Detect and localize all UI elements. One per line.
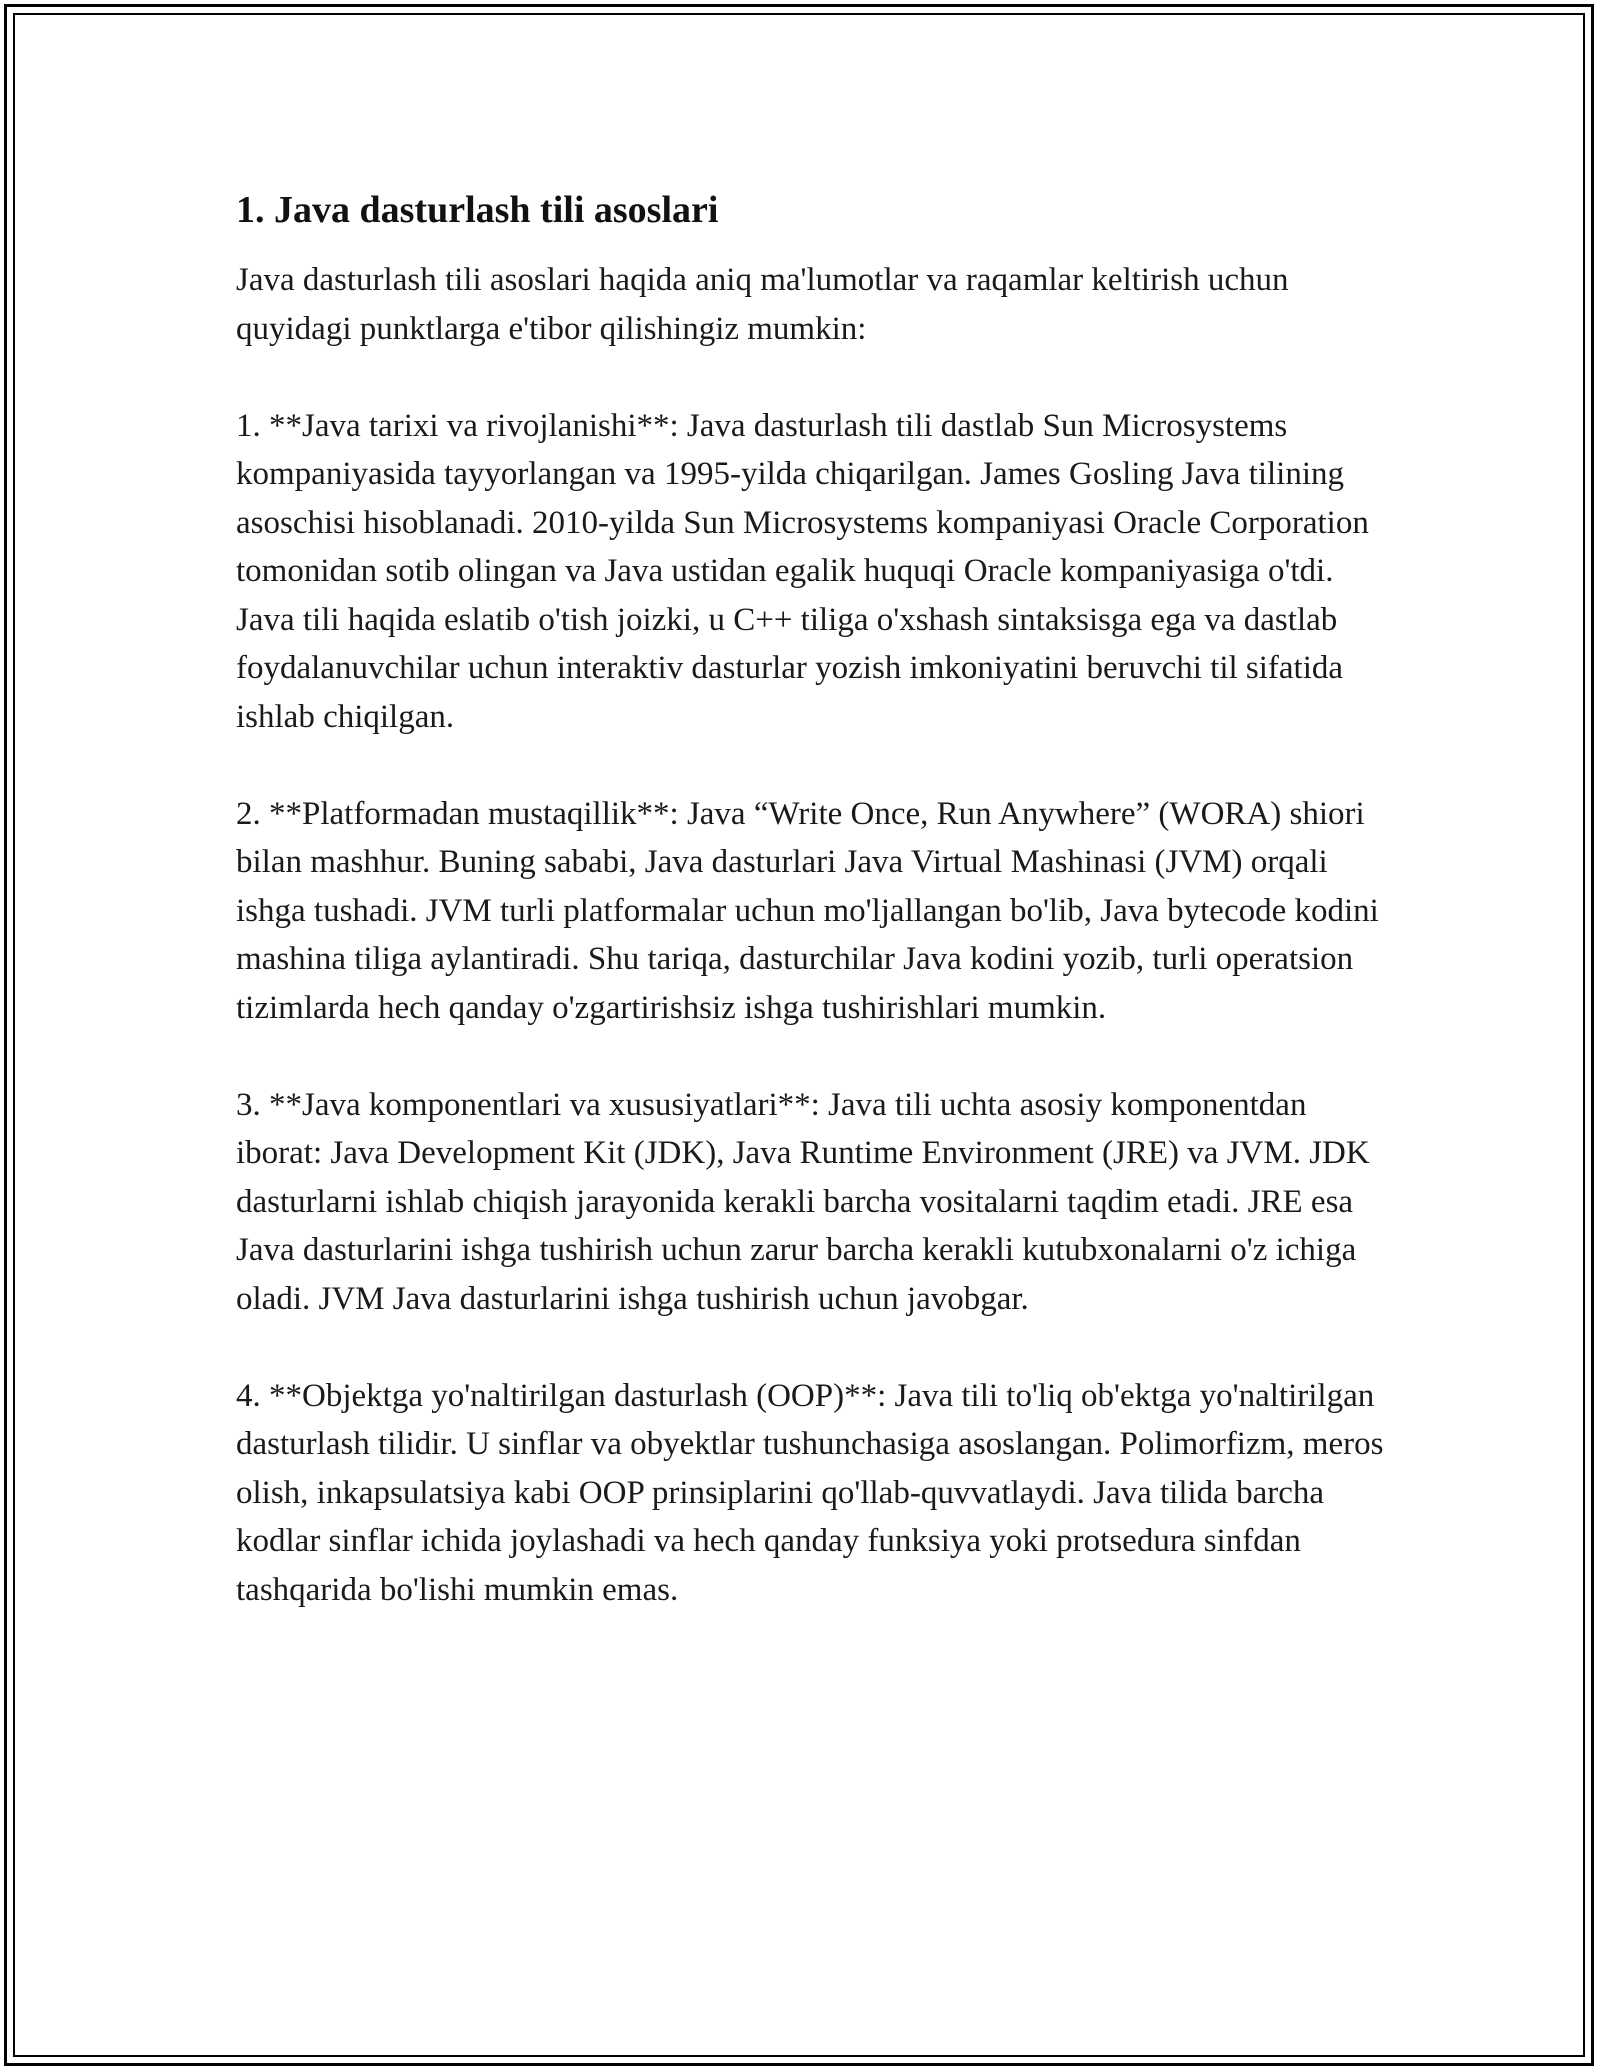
intro-paragraph: Java dasturlash tili asoslari haqida aniq ma'lumotlar va raqamlar keltirish uchun quyidagi punktlarga e'tibor qilishingiz mumkin: [236, 262, 1289, 347]
paragraph-platform-independence: 2. **Platformadan mustaqillik**: Java “Write Once, Run Anywhere” (WORA) shiori bilan mashhur. Buning sababi, Java dasturlari Java Virtual Mashinasi (JVM) orqali ishga tushadi. JVM turli platformalar uchun mo'ljallangan bo'lib, Java bytecode kodini mashina tiliga aylantiradi. Shu tariqa, dasturchilar Java kodini yozib, turli operatsion tizimlarda hech qanday o'zgartirishsiz ishga tushirishlari mumkin. [236, 795, 1379, 1026]
paragraph-oop: 4. **Objektga yo'naltirilgan dasturlash (OOP)**: Java tili to'liq ob'ektga yo'naltirilgan dasturlash tilidir. U sinflar va obyektlar tushunchasiga asoslangan. Polimorfizm, meros olish, inkapsulatsiya kabi OOP prinsiplarini qo'llab-quvvatlaydi. Java tilida barcha kodlar sinflar ichida joylashadi va hech qanday funksiya yoki protsedura sinfdan tashqarida bo'lishi mumkin emas. [236, 1377, 1384, 1608]
section-heading: 1. Java dasturlash tili asoslari [236, 189, 719, 231]
paragraph-java-history: 1. **Java tarixi va rivojlanishi**: Java dasturlash tili dastlab Sun Microsystems kompaniyasida tayyorlangan va 1995-yilda chiqarilgan. James Gosling Java tilining asoschisi hisoblanadi. 2010-yilda Sun Microsystems kompaniyasi Oracle Corporation tomonidan sotib olingan va Java ustidan egalik huquqi Oracle kompaniyasiga o'tdi. Java tili haqida eslatib o'tish joizki, u C++ tiliga o'xshash sintaksisga ega va dastlab foydalanuvchilar uchun interaktiv dasturlar yozish imkoniyatini beruvchi til sifatida ishlab chiqilgan. [236, 407, 1369, 735]
document-body [236, 186, 1396, 1663]
paragraph-java-components: 3. **Java komponentlari va xususiyatlari**: Java tili uchta asosiy komponentdan iborat: Java Development Kit (JDK), Java Runtime Environment (JRE) va JVM. JDK dasturlarni ishlab chiqish jarayonida kerakli barcha vositalarni taqdim etadi. JRE esa Java dasturlarini ishga tushirish uchun zarur barcha kerakli kutubxonalarni o'z ichiga oladi. JVM Java dasturlarini ishga tushirish uchun javobgar. [236, 1086, 1370, 1317]
